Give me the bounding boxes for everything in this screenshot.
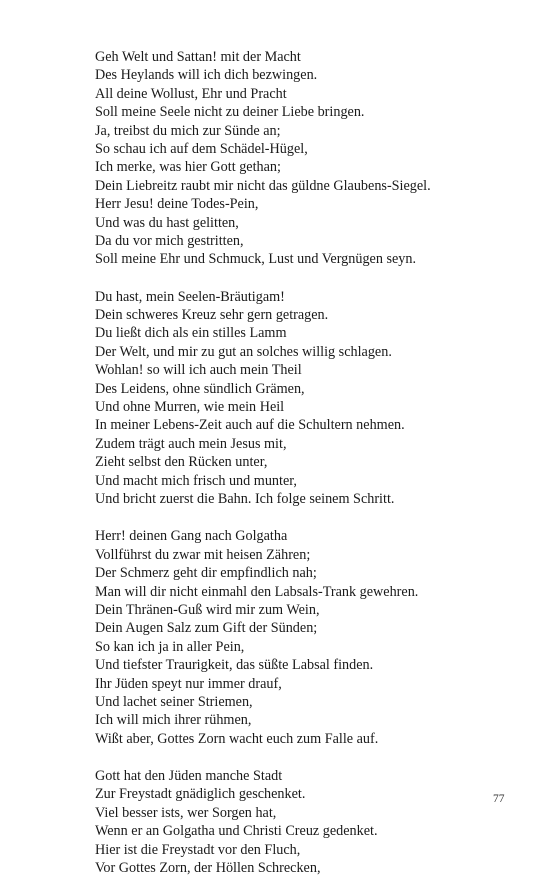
verse-line: Ihr Jüden speyt nur immer drauf,	[95, 675, 282, 692]
verse-line: Ja, treibst du mich zur Sünde an;	[95, 122, 281, 139]
verse-line: Du ließt dich als ein stilles Lamm	[95, 325, 287, 342]
verse-line: Dein schweres Kreuz sehr gern getragen.	[95, 307, 329, 324]
verse-line: So schau ich auf dem Schädel-Hügel,	[95, 140, 308, 157]
stanza	[95, 48, 515, 269]
verse-line: Hier ist die Freystadt vor den Fluch,	[95, 841, 301, 858]
verse-line: Der Schmerz geht dir empfindlich nah;	[95, 565, 317, 582]
verse-line: Gott hat den Jüden manche Stadt	[95, 768, 283, 785]
verse-line: Herr! deinen Gang nach Golgatha	[95, 528, 288, 545]
verse-line: Des Heylands will ich dich bezwingen.	[95, 67, 318, 84]
verse-line: Wohlan! so will ich auch mein Theil	[95, 362, 302, 379]
verse-line: Und tiefster Traurigkeit, das süßte Labsal finden.	[95, 657, 374, 674]
verse-line: Herr Jesu! deine Todes-Pein,	[95, 196, 259, 213]
stanza	[95, 527, 515, 748]
verse-line: Zieht selbst den Rücken unter,	[95, 454, 268, 471]
verse-line: Und bricht zuerst die Bahn. Ich folge seinem Schritt.	[95, 490, 395, 507]
verse-line: In meiner Lebens-Zeit auch auf die Schultern nehmen.	[95, 417, 405, 434]
verse-line: Viel besser ists, wer Sorgen hat,	[95, 804, 277, 821]
verse-line: All deine Wollust, Ehr und Pracht	[95, 85, 287, 102]
verse-line: Vollführst du zwar mit heisen Zähren;	[95, 546, 311, 563]
verse-line: Des Leidens, ohne sündlich Grämen,	[95, 380, 305, 397]
verse-line: So kan ich ja in aller Pein,	[95, 638, 245, 655]
verse-line: Geh Welt und Sattan! mit der Macht	[95, 49, 301, 65]
verse-line: Ich will mich ihrer rühmen,	[95, 712, 252, 729]
verse-line: Soll meine Ehr und Schmuck, Lust und Vergnügen seyn.	[95, 251, 417, 268]
verse-line: Und ohne Murren, wie mein Heil	[95, 399, 285, 416]
verse-line: Der Welt, und mir zu gut an solches willig schlagen.	[95, 343, 392, 360]
verse-line: Vor Gottes Zorn, der Höllen Schrecken,	[95, 860, 321, 877]
verse-line: Und macht mich frisch und munter,	[95, 472, 297, 489]
verse-line: Wenn er an Golgatha und Christi Creuz gedenket.	[95, 823, 378, 840]
verse-line: Soll meine Seele nicht zu deiner Liebe bringen.	[95, 104, 365, 121]
verse-line: Dein Thränen-Guß wird mir zum Wein,	[95, 601, 320, 618]
verse-line: Du hast, mein Seelen-Bräutigam!	[95, 288, 285, 305]
verse-line: Wißt aber, Gottes Zorn wacht euch zum Falle auf.	[95, 730, 379, 747]
verse-line: Und lachet seiner Striemen,	[95, 693, 253, 710]
page-number: 77	[493, 793, 505, 805]
verse-line: Und was du hast gelitten,	[95, 214, 239, 231]
verse-line: Ich merke, was hier Gott gethan;	[95, 159, 281, 176]
stanza	[95, 288, 515, 509]
stanza	[95, 767, 515, 877]
verse-line: Dein Augen Salz zum Gift der Sünden;	[95, 620, 318, 637]
verse-line: Da du vor mich gestritten,	[95, 232, 244, 249]
verse-line: Dein Liebreitz raubt mir nicht das güldne Glaubens-Siegel.	[95, 177, 431, 194]
poem-text	[95, 48, 515, 896]
verse-line: Zur Freystadt gnädiglich geschenket.	[95, 786, 306, 803]
verse-line: Zudem trägt auch mein Jesus mit,	[95, 435, 287, 452]
verse-line: Man will dir nicht einmahl den Labsals-Trank gewehren.	[95, 583, 419, 600]
